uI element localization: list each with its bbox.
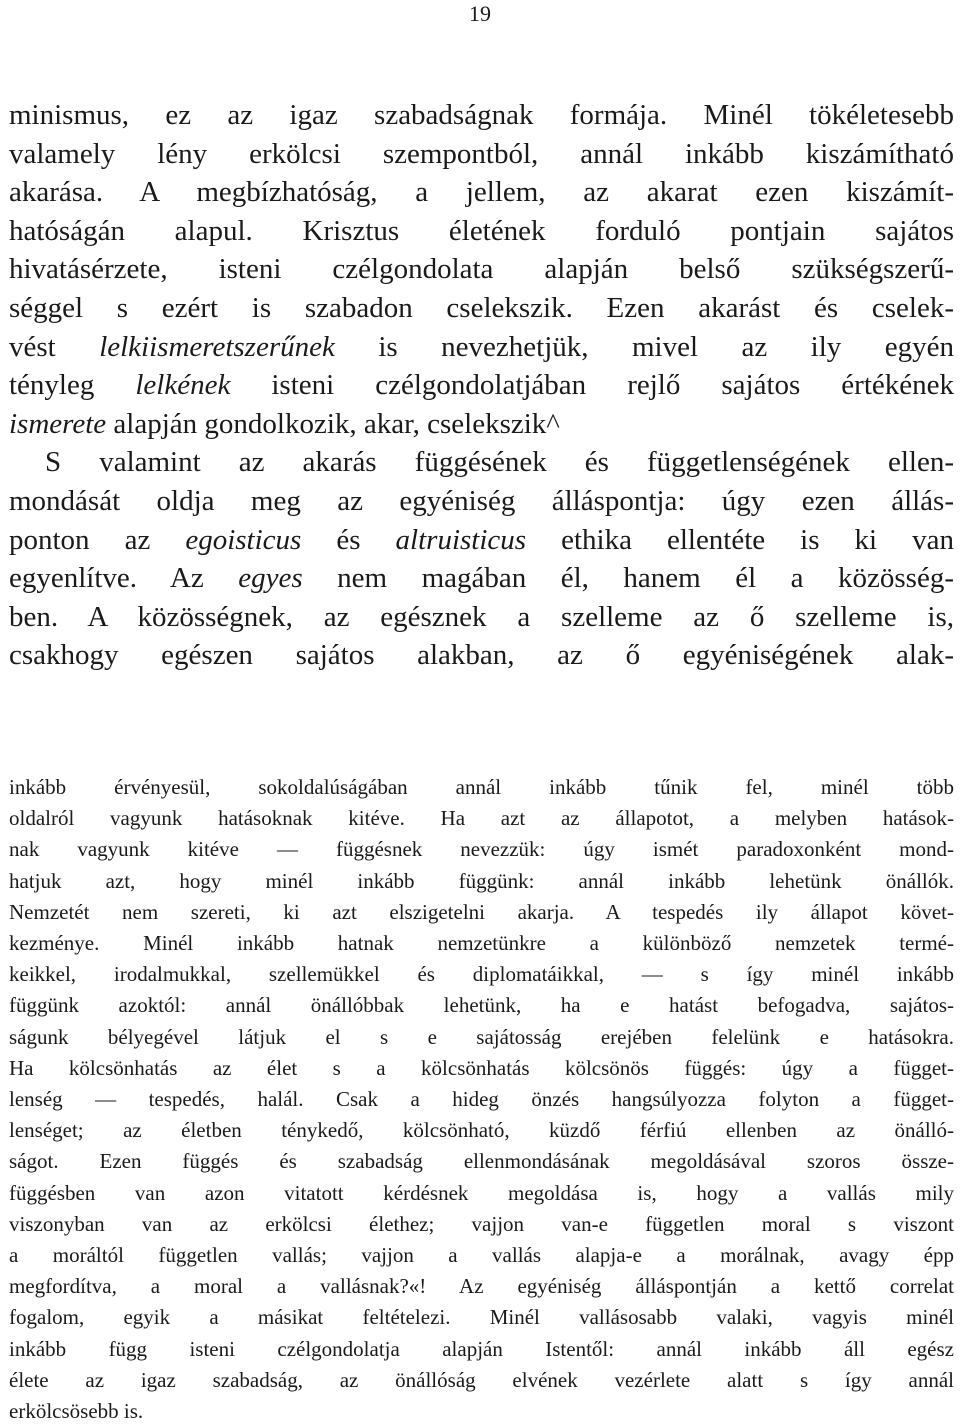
text-line: csakhogy egészen sajátos alakban, az ő egyéniségének alak- xyxy=(9,639,954,672)
text-line: mondását oldja meg az egyéniség álláspontja: úgy ezen állás- xyxy=(9,484,954,517)
footnote-line: erkölcsösebb is. xyxy=(9,1399,144,1424)
text-line xyxy=(9,521,954,560)
footnote-line: ságot. Ezen függés és szabadság ellenmondásának megoldásával szoros össze- xyxy=(9,1149,954,1174)
emphasis-text: lelkének xyxy=(135,369,231,402)
text-run: ponton az xyxy=(9,523,186,556)
footnote-line: függünk azoktól: annál önállóbbak lehetünk, ha e hatást befogadva, sajátos- xyxy=(9,993,954,1018)
footnote-line: fogalom, egyik a másikat feltételezi. Minél vallásosabb valaki, vagyis minél xyxy=(9,1305,954,1330)
text-run: és xyxy=(301,523,396,556)
page-number: 19 xyxy=(469,1,491,26)
text-line: hatóságán alapul. Krisztus életének forduló pontjain sajátos xyxy=(9,214,954,247)
footnote-line: lenség — tespedés, halál. Csak a hideg önzés hangsúlyozza folyton a függet- xyxy=(9,1087,954,1112)
emphasis-text: ismerete xyxy=(9,407,107,440)
emphasis-text: egoisticus xyxy=(185,523,302,556)
text-line: akarása. A megbízhatóság, a jellem, az akarat ezen kiszámít- xyxy=(9,176,954,209)
footnote-line: hatjuk azt, hogy minél inkább függünk: annál inkább lehetünk önállók. xyxy=(9,868,954,893)
text-line xyxy=(9,405,954,444)
footnote-line: ságunk bélyegével látjuk el s e sajátosság erejében felelünk e hatásokra. xyxy=(9,1024,954,1049)
text-run: isteni czélgondolatjában rejlő sajátos értékének xyxy=(230,369,954,402)
text-line: séggel s ezért is szabadon cselekszik. Ezen akarást és cselek- xyxy=(9,291,954,324)
footnote-line: nak vagyunk kitéve — függésnek nevezzük: úgy ismét paradoxonként mond- xyxy=(9,837,954,862)
emphasis-text: altruisticus xyxy=(395,523,527,556)
text-run: alapján gondolkozik, akar, cselekszik^ xyxy=(106,407,560,440)
text-line xyxy=(9,328,954,367)
emphasis-text: egyes xyxy=(238,562,303,595)
footnote-line: megfordítva, a moral a vallásnak?«! Az egyéniség álláspontján a kettő correlat xyxy=(9,1274,954,1299)
text-run: tényleg xyxy=(9,369,136,402)
text-run: is nevezhetjük, mivel az ily egyén xyxy=(334,330,954,363)
footnote-line: élete az igaz szabadság, az önállóság elvének vezérlete alatt s így annál xyxy=(9,1367,954,1392)
text-line: S valamint az akarás függésének és függetlenségének ellen- xyxy=(45,446,954,479)
footnote-line: a moráltól független vallás; vajjon a vallás alapja-e a morálnak, avagy épp xyxy=(9,1243,954,1268)
footnote-text xyxy=(9,772,954,1427)
footnote-line: viszonyban van az erkölcsi élethez; vajjon van-e független moral s viszont xyxy=(9,1211,954,1236)
text-line xyxy=(9,366,954,405)
footnote-line: keikkel, irodalmukkal, szellemükkel és diplomatáikkal, — s így minél inkább xyxy=(9,962,954,987)
text-line: minismus, ez az igaz szabadságnak formája. Minél tökéletesebb xyxy=(9,99,954,131)
footnote-line: oldalról vagyunk hatásoknak kitéve. Ha azt az állapotot, a melyben hatások- xyxy=(9,806,954,831)
text-line: valamely lény erkölcsi szempontból, annál inkább kiszámítható xyxy=(9,137,954,170)
footnote-line: inkább érvényesül, sokoldalúságában annál inkább tűnik fel, minél több xyxy=(9,775,954,799)
text-run: vést xyxy=(9,330,100,363)
text-run: ethika ellentéte is ki van xyxy=(526,523,954,556)
main-text xyxy=(9,96,954,675)
text-run: nem magában él, hanem él a közösség- xyxy=(302,562,954,595)
footnote-line: Nemzetét nem szereti, ki azt elszigetelni akarja. A tespedés ily állapot követ- xyxy=(9,899,954,924)
emphasis-text: lelkiismeretszerűnek xyxy=(99,330,335,363)
text-line xyxy=(9,559,954,598)
footnote-line: Ha kölcsönhatás az élet s a kölcsönhatás kölcsönös függés: úgy a függet- xyxy=(9,1055,954,1080)
text-run: egyenlítve. Az xyxy=(9,562,239,595)
text-line: ben. A közösségnek, az egésznek a szelleme az ő szelleme is, xyxy=(9,600,954,633)
footnote-line: lenséget; az életben ténykedő, kölcsönható, küzdő férfiú ellenben az önálló- xyxy=(9,1118,954,1143)
text-line: hivatásérzete, isteni czélgondolata alapján belső szükségszerű- xyxy=(9,253,954,286)
footnote-line: inkább függ isteni czélgondolatja alapján Istentől: annál inkább áll egész xyxy=(9,1336,954,1361)
footnote-line: függésben van azon vitatott kérdésnek megoldása is, hogy a vallás mily xyxy=(9,1180,954,1205)
footnote-line: kezménye. Minél inkább hatnak nemzetünkre a különböző nemzetek termé- xyxy=(9,931,954,956)
